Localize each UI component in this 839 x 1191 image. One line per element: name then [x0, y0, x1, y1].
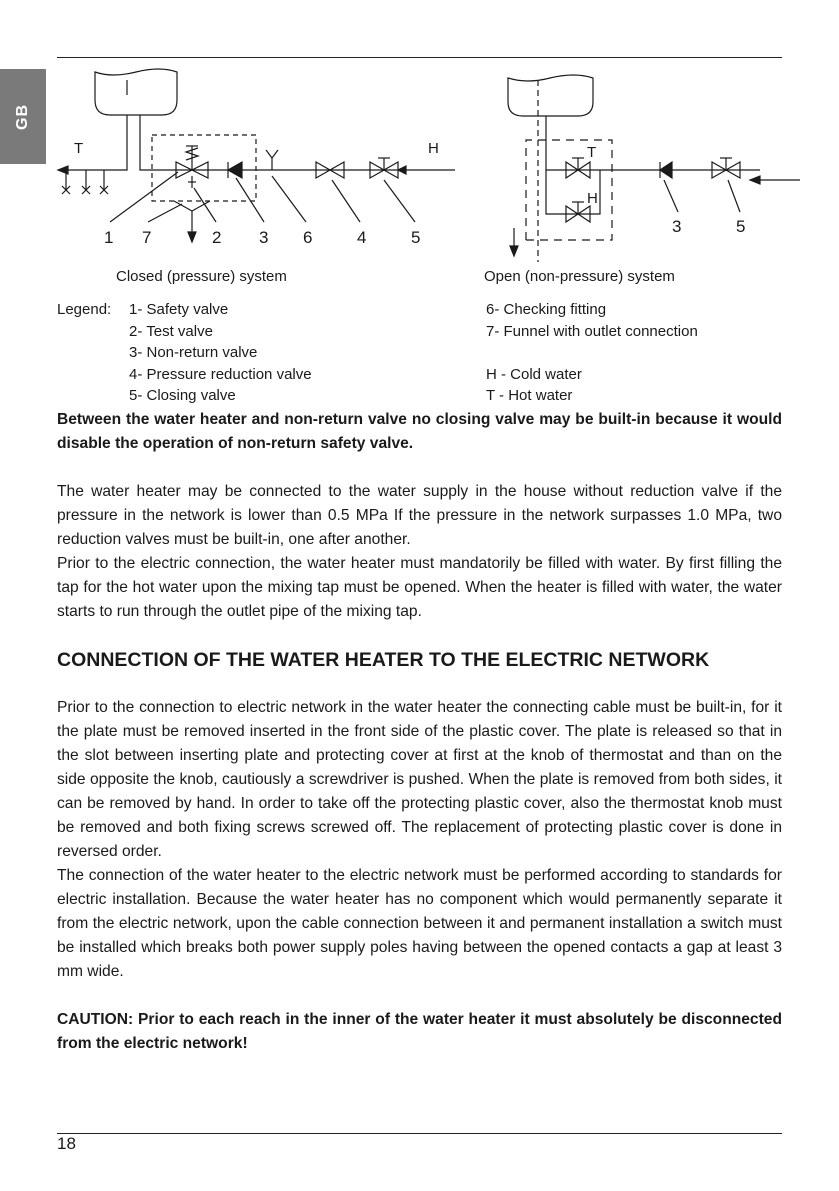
paragraph-cable: Prior to the connection to electric network in the water heater the connecting cable must be built-in, for it the plate must be removed inserted in the front side of the plastic cover. The plate is released so that in the slot between inserting plate and protecting cover at first at the knob of thermostat and than on the side opposite the knob, cautiously a screwdriver is pushed. When the plate is removed from both sides, it can be removed by hand. In order to take off the protecting plastic cover, also the thermostat knob must be removed and both fixing screws screwed off. The replacement of protecting plastic cover is done in reversed order. [57, 699, 782, 860]
legend-item [486, 342, 698, 364]
caution-text: CAUTION: Prior to each reach in the inner of the water heater it must absolutely be disconnected from the electric network! [57, 1011, 782, 1052]
plumbing-diagram [0, 0, 839, 300]
open-system-caption: Open (non-pressure) system [484, 268, 675, 285]
non-return-valve-symbol [228, 162, 242, 178]
legend-left-list [129, 299, 312, 407]
legend-item: 1- Safety valve [129, 301, 229, 318]
legend-item: T - Hot water [486, 387, 573, 404]
closed-num-5: 5 [411, 228, 421, 247]
legend-item: 2- Test valve [129, 322, 213, 340]
legend-item: 3- Non-return valve [129, 344, 258, 361]
bottom-rule [57, 1133, 782, 1134]
closed-system-caption: Closed (pressure) system [116, 268, 287, 285]
legend-right-list [486, 299, 698, 407]
closed-tank [95, 69, 177, 115]
legend-item: H - Cold water [486, 365, 582, 383]
closed-num-1: 1 [104, 228, 114, 247]
main-text [57, 408, 782, 1056]
legend-item: 5- Closing valve [129, 387, 236, 404]
closed-num-7: 7 [142, 228, 152, 247]
open-label-h: H [587, 190, 598, 207]
paragraph-filling: Prior to the electric connection, the water heater must mandatorily be filled with water. By first filling the tap for the hot water upon the mixing tap must be opened. When the heater is filled with water, the water starts to run through the outlet pipe of the mixing tap. [57, 555, 782, 620]
open-num-3: 3 [672, 217, 682, 236]
language-tab-label: GB [14, 103, 31, 130]
closed-num-4: 4 [357, 228, 367, 247]
paragraph-connection: The connection of the water heater to the electric network must be performed according to standards for electric installation. Because the water heater has no component which would permanently separate it from the electric network, upon the cable connection between it and permanent installation a switch must be installed which breaks both power supply poles having between the opened contacts a gap at least 3 mm wide. [57, 867, 782, 980]
closed-label-h: H [428, 140, 439, 157]
page-number: 18 [57, 1134, 76, 1153]
legend-item: 6- Checking fitting [486, 301, 607, 318]
warning-text: Between the water heater and non-return valve no closing valve may be built-in because it would disable the operation of non-return safety valve. [57, 411, 782, 452]
closed-cold-pipe [140, 115, 455, 170]
closed-num-3: 3 [259, 228, 269, 247]
legend-item: 7- Funnel with outlet connection [486, 322, 698, 340]
open-num-5: 5 [736, 217, 746, 236]
section-heading: CONNECTION OF THE WATER HEATER TO THE ELECTRIC NETWORK [57, 649, 710, 671]
legend-item: 4- Pressure reduction valve [129, 365, 312, 383]
legend-title: Legend: [57, 301, 112, 318]
open-tank [508, 75, 593, 116]
closed-num-2: 2 [212, 228, 222, 247]
closed-num-6: 6 [303, 228, 313, 247]
open-label-t: T [587, 144, 597, 161]
closed-system-diagram [58, 69, 455, 247]
closed-label-t: T [74, 140, 84, 157]
paragraph-reduction-valve: The water heater may be connected to the water supply in the house without reduction valve if the pressure in the network is lower than 0.5 MPa If the pressure in the network surpasses 1.0 MPa, two reduction valves must be built-in, one after another. [57, 483, 782, 548]
open-system-diagram [508, 75, 800, 262]
